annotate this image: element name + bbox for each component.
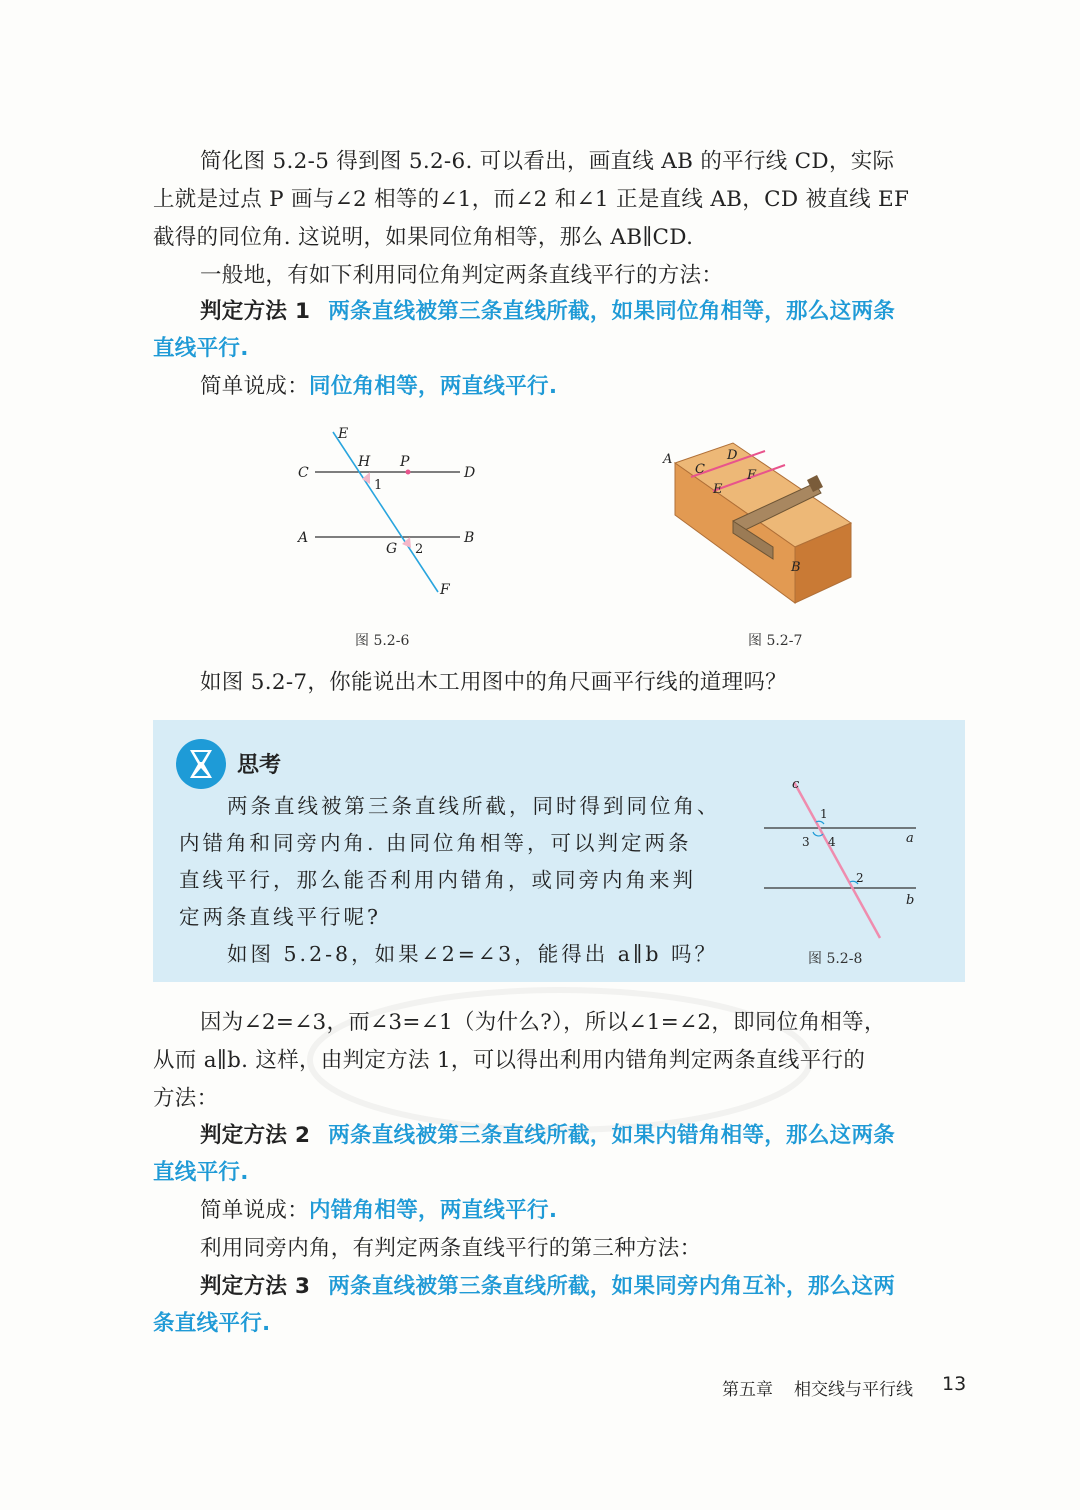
paragraph-line: 从而 a∥b. 这样，由判定方法 1，可以得出利用内错角判定两条直线平行的: [153, 1048, 866, 1073]
paragraph-line: 上就是过点 P 画与∠2 相等的∠1，而∠2 和∠1 正是直线 AB，CD 被直线 EF: [153, 187, 910, 212]
figure-5-2-8: [758, 770, 938, 950]
label-c: C: [298, 465, 309, 481]
method-1-short: [200, 368, 967, 406]
page-number: 13: [942, 1373, 967, 1395]
footer-chapter: 第五章: [722, 1380, 773, 1400]
figure-5-2-8-caption: 图 5.2-8: [808, 951, 863, 967]
paragraph-line: 利用同旁内角，有判定两条直线平行的第三种方法：: [200, 1236, 702, 1261]
label-a: A: [298, 530, 309, 546]
figure-5-2-6-caption: 图 5.2-6: [355, 633, 410, 649]
label-a: A: [663, 452, 673, 467]
short-prefix: 简单说成：: [200, 1198, 310, 1223]
question-line: 如图 5.2-7，你能说出木工用图中的角尺画平行线的道理吗？: [200, 670, 787, 695]
label-angle-2: 2: [856, 871, 864, 885]
paragraph-line: 截得的同位角. 这说明，如果同位角相等，那么 AB∥CD.: [153, 225, 694, 250]
method-2-text-cont: 直线平行.: [153, 1160, 249, 1185]
label-f: F: [440, 582, 450, 598]
label-angle-4: 4: [828, 835, 836, 849]
method-3-text-cont: 条直线平行.: [153, 1311, 271, 1336]
figure-5-2-6: [290, 420, 490, 610]
label-c: c: [792, 777, 800, 792]
paragraph-line: 方法：: [153, 1086, 219, 1111]
think-line: 直线平行，那么能否利用内错角，或同旁内角来判: [179, 868, 696, 892]
label-e: E: [338, 426, 349, 442]
method-3: [200, 1268, 967, 1306]
label-d: D: [727, 448, 738, 463]
method-2: [200, 1117, 967, 1155]
paragraph-line: 简化图 5.2-5 得到图 5.2-6. 可以看出，画直线 AB 的平行线 CD，实际: [200, 149, 895, 174]
paragraph-line: 因为∠2=∠3，而∠3=∠1（为什么?），所以∠1=∠2，即同位角相等，: [200, 1010, 886, 1035]
label-e: E: [713, 482, 723, 497]
label-d: D: [464, 465, 476, 481]
label-p: P: [400, 454, 410, 470]
short-prefix: 简单说成：: [200, 374, 310, 399]
label-b: b: [906, 893, 915, 908]
label-angle-3: 3: [802, 835, 810, 849]
label-angle-2: 2: [415, 542, 424, 557]
think-line: 如图 5.2-8，如果∠2=∠3，能得出 a∥b 吗？: [227, 942, 719, 966]
label-b: B: [464, 530, 475, 546]
label-a: a: [906, 831, 914, 846]
hourglass-icon: [175, 738, 227, 790]
method-1-text-cont: 直线平行.: [153, 336, 249, 361]
label-h: H: [358, 454, 371, 470]
figure-5-2-7: [655, 435, 865, 610]
method-1: [200, 293, 967, 331]
method-1-label: 判定方法 1: [200, 299, 311, 324]
think-line: 内错角和同旁内角. 由同位角相等，可以判定两条: [179, 831, 692, 855]
label-b: B: [791, 560, 801, 575]
paragraph-line: 一般地，有如下利用同位角判定两条直线平行的方法：: [200, 263, 724, 288]
method-3-label: 判定方法 3: [200, 1274, 311, 1299]
label-f: F: [747, 468, 757, 483]
short-text: 同位角相等，两直线平行.: [309, 374, 558, 399]
method-2-text: 两条直线被第三条直线所截，如果内错角相等，那么这两条: [328, 1123, 896, 1148]
method-1-text: 两条直线被第三条直线所截，如果同位角相等，那么这两条: [328, 299, 896, 324]
label-g: G: [386, 541, 398, 557]
short-text: 内错角相等，两直线平行.: [309, 1198, 558, 1223]
figure-5-2-7-caption: 图 5.2-7: [748, 633, 803, 649]
footer-title: 相交线与平行线: [794, 1380, 913, 1400]
think-box: [153, 720, 965, 982]
method-2-label: 判定方法 2: [200, 1123, 311, 1148]
method-2-short: [200, 1192, 967, 1230]
think-title: 思考: [237, 753, 282, 778]
think-line: 定两条直线平行呢?: [179, 905, 381, 929]
label-angle-1: 1: [820, 807, 828, 821]
label-c: C: [695, 462, 705, 477]
point-p: [406, 470, 411, 475]
label-angle-1: 1: [374, 478, 383, 493]
method-3-text: 两条直线被第三条直线所截，如果同旁内角互补，那么这两: [328, 1274, 896, 1299]
think-line: 两条直线被第三条直线所截，同时得到同位角、: [227, 794, 721, 818]
